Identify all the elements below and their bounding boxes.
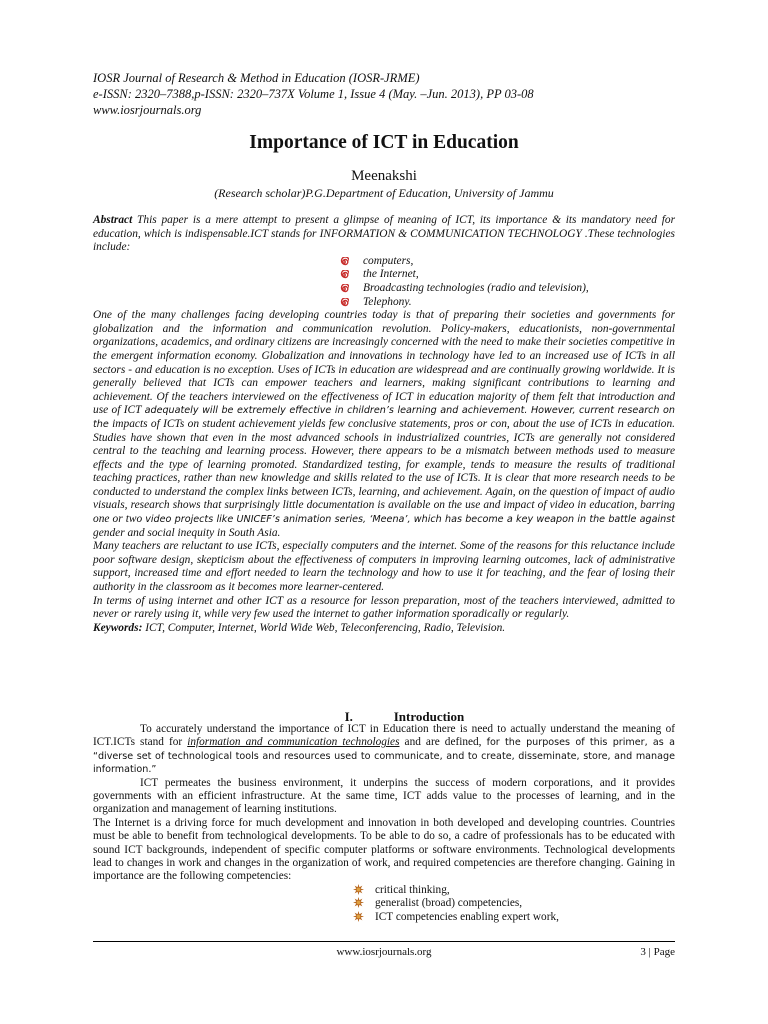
abstract-paragraph: Many teachers are reluctant to use ICTs, especially computers and the internet. Some of the reasons for this reluctance include poor software design, skepticism about the effectiveness of computers in improving learning outcomes, lack of administrative support, increased time and effort needed to learn the technology and how to use it for teaching, and the fear of losing their authority in the classroom as it becomes more learner-centered. [93, 540, 675, 594]
list-item [339, 296, 675, 310]
abstract-intro-text: This paper is a mere attempt to present a glimpse of meaning of ICT, its importance & its mandatory need for education, which is indispensable.ICT stands for INFORMATION & COMMUNICATION TECHNOLOGY .These technologies include: [93, 214, 675, 254]
section-number: I. [344, 709, 353, 724]
footer-divider [93, 941, 675, 942]
author-affiliation: (Research scholar)P.G.Department of Education, University of Jammu [214, 186, 554, 200]
intro-text: and are defined, [399, 736, 487, 749]
spiral-bullet-icon [339, 270, 349, 280]
abstract-text: video projects like UNICEF’s animation series, ‘Meena’, which has become a key weapon in the battle against [145, 514, 676, 526]
technology-item: computers, [363, 254, 414, 267]
spiral-bullet-icon [339, 284, 349, 294]
ict-definition-link[interactable]: information and communication technologies [187, 736, 400, 749]
journal-website: www.iosrjournals.org [93, 103, 202, 117]
journal-issn: e-ISSN: 2320–7388,p-ISSN: 2320–737X Volume 1, Issue 4 (May. –Jun. 2013), PP 03-08 [93, 87, 534, 101]
list-item [353, 897, 675, 910]
abstract-paragraph [93, 309, 675, 540]
footer-url[interactable]: www.iosrjournals.org [336, 946, 432, 958]
keywords-label: Keywords: [93, 621, 143, 634]
keywords-text: ICT, Computer, Internet, World Wide Web, Teleconferencing, Radio, Television. [142, 621, 506, 634]
journal-header [93, 70, 534, 118]
abstract-text: gender and social inequity in South Asia. [93, 526, 281, 539]
intro-paragraph: ICT permeates the business environment, it underpins the success of modern corporations, and it provides governments with an efficient infrastructure. At the same time, ICT adds value to the processes of learning, and in the organization and management of learning institutions. [93, 776, 675, 816]
intro-text: To accurately understand the importance of ICT in Education there is need to actually understand the meaning of ICT.ICTs stand for [93, 723, 675, 749]
intro-text: for the purposes of this primer, as a “diverse set of technological tools and resources used to communicate, and to create, disseminate, store, and manage information.” [93, 737, 675, 776]
author-name: Meenakshi [351, 168, 417, 184]
star-bullet-icon [353, 897, 364, 908]
list-item [353, 911, 675, 924]
keywords [93, 622, 675, 636]
spiral-bullet-icon [339, 257, 349, 267]
abstract-text: impacts of ICTs on student achievement yields few conclusive statements, pros or con, about the use of ICTs in education. Studies have shown that even in the most advanced schools in industrialized countries, ICTs are generally not considered central to the teaching and learning process. However, there appears to be a mismatch between methods used to measure effects and the type of learning promoted. Standardized testing, for example, tends to measure the results of traditional teaching practices, rather than new knowledge and skills related to the use of ICTs. It is clear that more research needs to be conducted to understand the complex links between ICTs, learning, and achievement. Again, on the question of impact of audio visuals, research shows that surprisingly little documentation is available on the use and impact of video in education, barring one or two [93, 417, 675, 526]
star-bullet-icon [353, 911, 364, 922]
list-item [339, 268, 675, 282]
abstract-text: One of the many challenges facing developing countries today is that of preparing their societies and governments for globalization and the information and communication revolution. Policy-makers, educationists, non-governmental organizations, academics, and ordinary citizens are increasingly concerned with the need to make their societies competitive in the emergent information economy. Globalization and innovations in technology have led to an increased use of ICTs in all sectors - and education is no exception. Uses of ICTs in education are widespread and are continually growing worldwide. It is generally believed that ICTs can empower teachers and learners, making significant contributions to learning and achievement. Of the teachers interviewed on the effectiveness of ICT in education majority of them felt that introduction and use of ICT [93, 309, 675, 417]
technology-list [93, 255, 675, 309]
spiral-bullet-icon [339, 298, 349, 308]
page-footer [93, 946, 675, 962]
competency-item: ICT competencies enabling expert work, [375, 910, 559, 923]
technology-item: the Internet, [363, 268, 419, 281]
abstract [93, 214, 675, 635]
list-item [339, 255, 675, 269]
intro-paragraph: The Internet is a driving force for much development and innovation in both developed and developing countries. Countries must be able to benefit from technological developments. To be able to do so, a cadre of professionals has to be educated with sound ICT backgrounds, independent of specific computer platforms or software environments. Technological developments lead to changes in work and changes in the organization of work, and required competencies are therefore changing. Gaining in importance are the following competencies: [93, 816, 675, 883]
journal-name: IOSR Journal of Research & Method in Education (IOSR-JRME) [93, 71, 420, 85]
paper-title: Importance of ICT in Education [249, 132, 519, 153]
intro-paragraph [93, 723, 675, 777]
list-item [353, 884, 675, 897]
page-number: 3 | Page [640, 946, 675, 958]
section-title: Introduction [393, 709, 465, 724]
introduction-body [93, 723, 675, 924]
list-item [339, 282, 675, 296]
abstract-label: Abstract [93, 214, 133, 226]
technology-item: Broadcasting technologies (radio and television), [363, 281, 589, 294]
competency-item: critical thinking, [375, 883, 450, 896]
abstract-intro [93, 214, 675, 255]
abstract-paragraph: In terms of using internet and other ICT as a resource for lesson preparation, most of the teachers interviewed, admitted to never or rarely using it, while very few used the internet to gather information sporadically or regularly. [93, 594, 675, 621]
star-bullet-icon [353, 884, 364, 895]
competency-item: generalist (broad) competencies, [375, 897, 523, 910]
competency-list [93, 884, 675, 924]
technology-item: Telephony. [363, 295, 412, 308]
abstract-text: adequately will be extremely effective in children’s learning and achievement. However, current research on the [93, 405, 675, 430]
